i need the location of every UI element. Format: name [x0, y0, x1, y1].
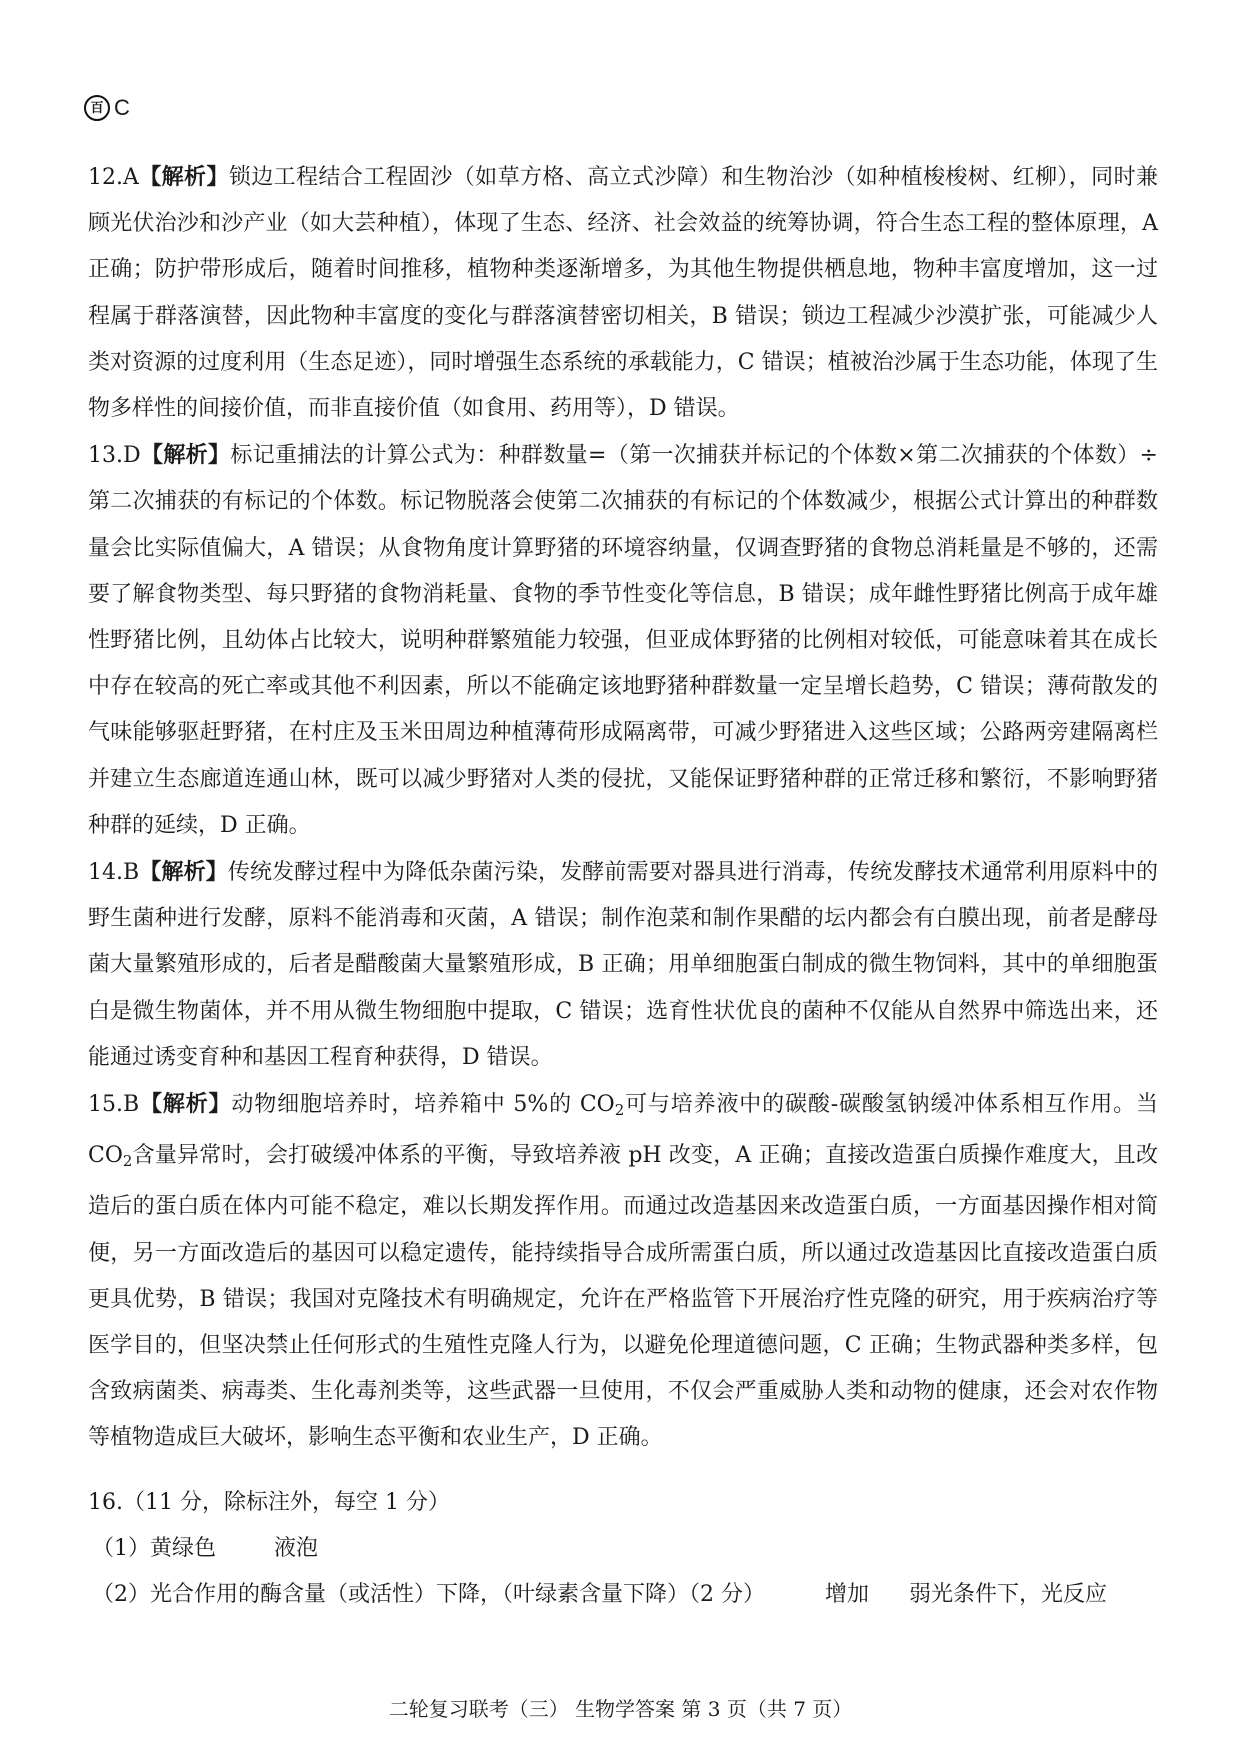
answer-text: 传统发酵过程中为降低杂菌污染，发酵前需要对器具进行消毒，传统发酵技术通常利用原料中的野生菌种进行发酵，原料不能消毒和灭菌，A 错误；制作泡菜和制作果醋的坛内都会有白膜出现，前者是酵母菌大量繁殖形成的，后者是醋酸菌大量繁殖形成，B 正确；用单细胞蛋白制成的微生物饲料，其中的单细胞蛋白是微生物菌体，并不用从微生物细胞中提取，C 错误；选育性状优良的菌种不仅能从自然界中筛选出来，还能通过诱变育种和基因工程育种获得，D 错误。: [88, 860, 1158, 1070]
page-footer: 二轮复习联考（三） 生物学答案 第 3 页（共 7 页）: [388, 1697, 853, 1721]
q16-part1-answer-b: 液泡: [274, 1535, 319, 1561]
publisher-logo: [84, 95, 130, 121]
logo-mark-icon: 百: [84, 95, 110, 121]
q16-part2-answer-b: 增加: [825, 1582, 870, 1608]
answer-text: 动物细胞培养时，培养箱中 5%的 CO: [231, 1092, 615, 1118]
answer-text: 标记重捕法的计算公式为：种群数量=（第一次捕获并标记的个体数×第二次捕获的个体数）÷第二次捕获的有标记的个体数。标记物脱落会使第二次捕获的有标记的个体数减少，根据公式计算出的种群数量会比实际值偏大，A 错误；从食物角度计算野猪的环境容纳量，仅调查野猪的食物总消耗量是不够的，还需要了解食物类型、每只野猪的食物消耗量、食物的季节性变化等信息，B 错误；成年雌性野猪比例高于成年雄性野猪比例，且幼体占比较大，说明种群繁殖能力较强，但亚成体野猪的比例相对较低，可能意味着其在成长中存在较高的死亡率或其他不利因素，所以不能确定该地野猪种群数量一定呈增长趋势，C 错误；薄荷散发的气味能够驱赶野猪，在村庄及玉米田周边种植薄荷形成隔离带，可减少野猪进入这些区域；公路两旁建隔离栏并建立生态廊道连通山林，既可以减少野猪对人类的侵扰，又能保证野猪种群的正常迁移和繁衍，不影响野猪种群的延续，D 正确。: [88, 443, 1158, 838]
answer-text: 含量异常时，会打破缓冲体系的平衡，导致培养液 pH 改变，A 正确；直接改造蛋白质操作难度大，且改造后的蛋白质在体内可能不稳定，难以长期发挥作用。而通过改造基因来改造蛋白质，一方面基因操作相对简便，另一方面改造后的基因可以稳定遗传，能持续指导合成所需蛋白质，所以通过改造基因比直接改造蛋白质更具优势，B 错误；我国对克隆技术有明确规定，允许在严格监管下开展治疗性克隆的研究，用于疾病治疗等医学目的，但坚决禁止任何形式的生殖性克隆人行为，以避免伦理道德问题，C 正确；生物武器种类多样，包含致病菌类、病毒类、生化毒剂类等，这些武器一旦使用，不仅会严重威胁人类和动物的健康，还会对农作物等植物造成巨大破坏，影响生态平衡和农业生产，D 正确。: [88, 1143, 1158, 1451]
analysis-tag: 【解析】: [139, 1091, 232, 1118]
answer-text: 锁边工程结合工程固沙（如草方格、高立式沙障）和生物治沙（如种植梭梭树、红柳），同时兼顾光伏治沙和沙产业（如大芸种植），体现了生态、经济、社会效益的统筹协调，符合生态工程的整体原理，A 正确；防护带形成后，随着时间推移，植物种类逐渐增多，为其他生物提供栖息地，物种丰富度增加，这一过程属于群落演替，因此物种丰富度的变化与群落演替密切相关，B 错误；锁边工程减少沙漠扩张，可能减少人类对资源的过度利用（生态足迹），同时增强生态系统的承载能力，C 错误；植被治沙属于生态功能，体现了生物多样性的间接价值，而非直接价值（如食用、药用等），D 错误。: [88, 165, 1158, 422]
answer-13: [88, 432, 1158, 849]
question-16-title: 16.（11 分，除标注外，每空 1 分）: [88, 1489, 450, 1515]
q16-part1-answer-a: （1）黄绿色: [92, 1535, 216, 1561]
answer-content: [88, 154, 1158, 1618]
answer-14: [88, 849, 1158, 1081]
answer-text: 可与培养液中的碳酸-碳酸氢钠缓冲体系相互作用。当 CO: [88, 1092, 1158, 1169]
answer-15: [88, 1081, 1158, 1462]
q16-part1: [88, 1526, 1158, 1572]
analysis-tag: 【解析】: [140, 442, 231, 469]
answer-number: 13.D: [88, 443, 141, 469]
answer-12: [88, 154, 1158, 432]
answer-number: 12.A: [88, 165, 139, 190]
subscript: 2: [614, 1101, 625, 1120]
analysis-tag: 【解析】: [138, 164, 229, 190]
logo-letter: C: [114, 95, 130, 120]
q16-part2: [88, 1572, 1158, 1618]
answer-number: 14.B: [88, 860, 140, 886]
subscript: 2: [122, 1152, 133, 1171]
q16-part2-answer-c: 弱光条件下，光反应: [909, 1582, 1108, 1608]
analysis-tag: 【解析】: [139, 859, 228, 886]
answer-number: 15.B: [88, 1092, 140, 1118]
q16-part2-answer-a: （2）光合作用的酶含量（或活性）下降，（叶绿素含量下降）（2 分）: [92, 1582, 765, 1608]
